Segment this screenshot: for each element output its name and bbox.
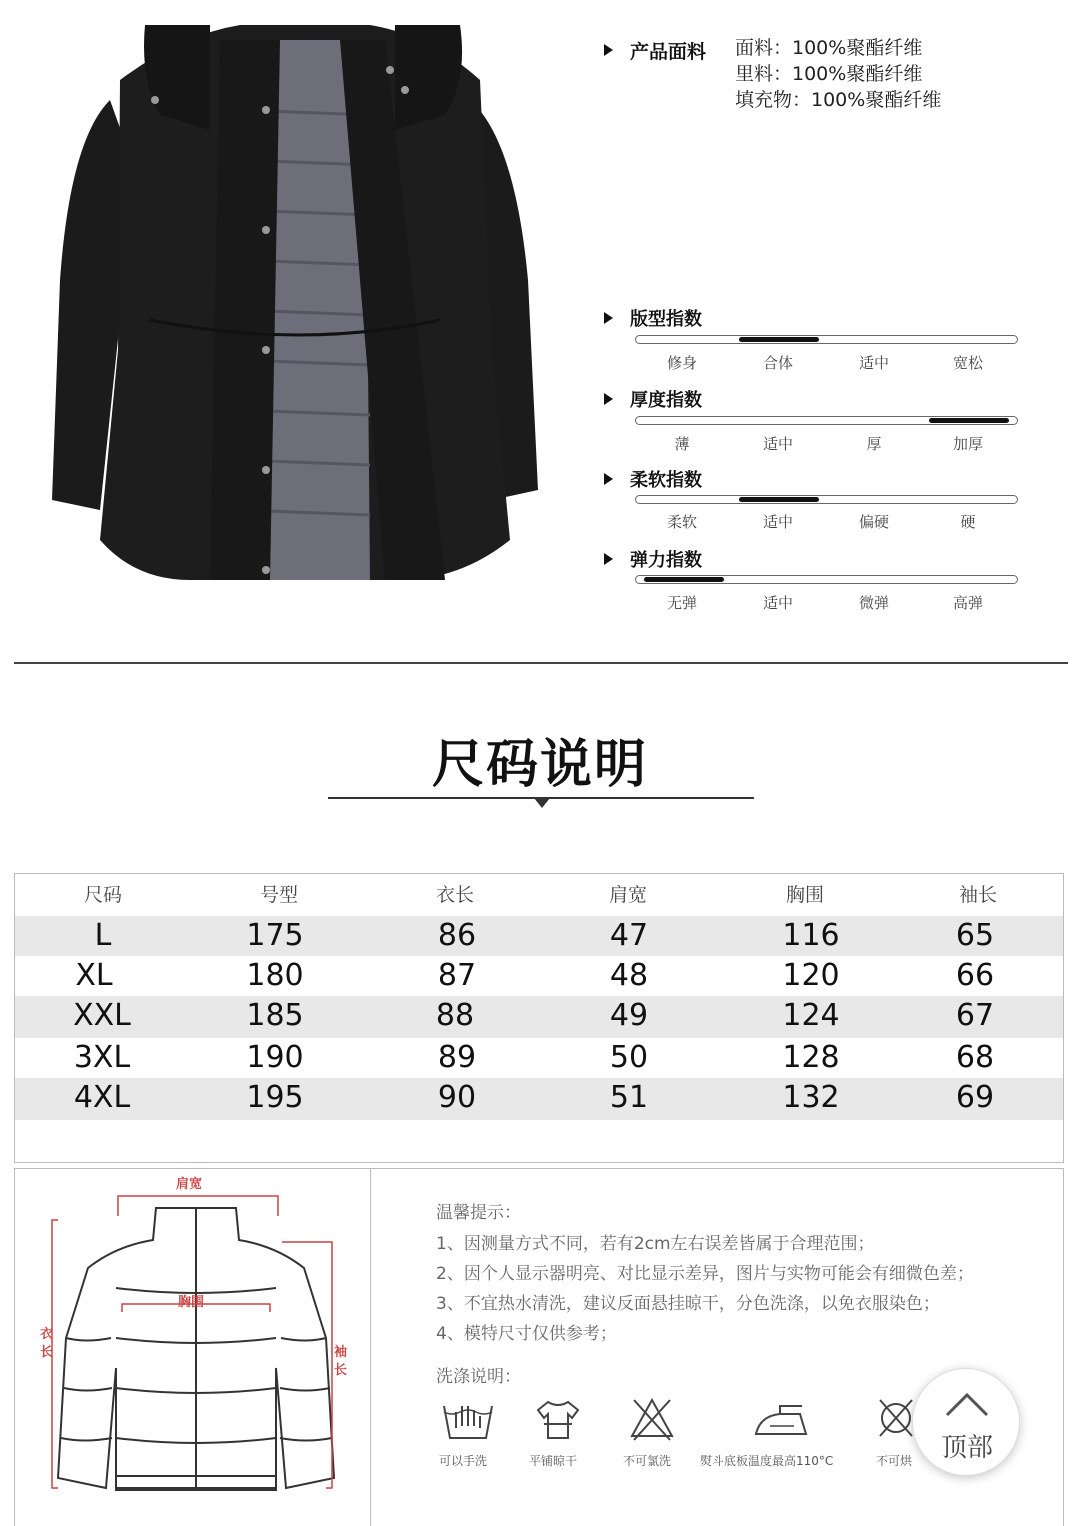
- tip-item: 4、模特尺寸仅供参考；: [436, 1324, 617, 1344]
- table-cell: 132: [782, 1080, 840, 1115]
- table-cell: 86: [437, 918, 477, 953]
- back-to-top-label: 顶部: [940, 1433, 993, 1463]
- index-scale-indicator: [739, 337, 819, 342]
- down-triangle-icon: [534, 798, 550, 808]
- table-cell: 49: [609, 998, 649, 1033]
- bullet-icon: [604, 44, 613, 56]
- fit-index: [600, 305, 1030, 375]
- care-label: 可以手洗: [439, 1454, 488, 1468]
- index-tick-label: 加厚: [952, 435, 983, 453]
- index-tick-label: 偏硬: [858, 513, 889, 531]
- care-label: 不可氯洗: [623, 1454, 672, 1468]
- table-cell: 175: [246, 918, 304, 953]
- table-cell: 66: [955, 958, 995, 993]
- table-cell: 128: [782, 1040, 840, 1075]
- measure-label-length: 衣长: [40, 1327, 54, 1360]
- back-to-top-button[interactable]: [912, 1368, 1020, 1476]
- index-tick-label: 适中: [762, 513, 793, 531]
- bullet-icon: [604, 473, 613, 485]
- index-scale-indicator: [739, 497, 819, 502]
- table-cell: 88: [435, 998, 475, 1033]
- table-cell: XXL: [73, 998, 131, 1033]
- table-cell: 67: [955, 998, 995, 1033]
- elasticity-index: [600, 546, 1030, 616]
- table-header-cell: 肩宽: [608, 884, 647, 906]
- tips-title: 温馨提示：: [436, 1203, 521, 1223]
- index-title: 厚度指数: [630, 390, 702, 411]
- index-tick-label: 适中: [858, 354, 889, 372]
- table-cell: 89: [437, 1040, 477, 1075]
- table-row: [15, 1038, 1063, 1078]
- table-cell: 124: [782, 998, 840, 1033]
- table-row: [15, 996, 1063, 1038]
- hand-wash-icon: [442, 1398, 494, 1442]
- index-tick-label: 厚: [866, 435, 882, 453]
- bullet-icon: [604, 393, 613, 405]
- care-label: 平铺晾干: [529, 1454, 578, 1468]
- index-tick-label: 无弹: [666, 594, 697, 612]
- table-cell: 68: [955, 1040, 995, 1075]
- tip-item: 1、因测量方式不同，若有2cm左右误差皆属于合理范围；: [436, 1234, 875, 1254]
- jacket-product-image: [40, 20, 560, 620]
- fabric-line: 面料：100%聚酯纤维: [735, 37, 923, 59]
- index-scale-track: [635, 495, 1018, 504]
- fabric-line: 里料：100%聚酯纤维: [735, 63, 923, 85]
- size-table: [14, 873, 1064, 1163]
- table-cell: 185: [246, 998, 304, 1033]
- table-cell: 195: [246, 1080, 304, 1115]
- index-scale-indicator: [644, 577, 724, 582]
- table-cell: 65: [955, 918, 995, 953]
- no-tumble-dry-icon: [876, 1394, 916, 1442]
- index-tick-label: 适中: [762, 435, 793, 453]
- care-label: 不可烘: [876, 1454, 913, 1468]
- table-cell: 69: [955, 1080, 995, 1115]
- table-header-cell: 尺码: [83, 884, 122, 906]
- index-tick-label: 柔软: [666, 513, 697, 531]
- index-scale-track: [635, 416, 1018, 425]
- puffer-measure-diagram: [36, 1188, 356, 1506]
- index-tick-label: 适中: [762, 594, 793, 612]
- flat-dry-icon: [534, 1398, 582, 1442]
- table-cell: 51: [609, 1080, 649, 1115]
- index-tick-label: 修身: [666, 354, 697, 372]
- table-cell: L: [94, 918, 112, 953]
- iron-icon: [750, 1400, 812, 1440]
- bullet-icon: [604, 312, 613, 324]
- index-tick-label: 硬: [960, 513, 976, 531]
- measure-label-chest: 胸围: [178, 1295, 205, 1310]
- table-row: [15, 916, 1063, 956]
- measure-label-sleeve: 袖长: [334, 1345, 348, 1378]
- table-cell: 48: [609, 958, 649, 993]
- care-title: 洗涤说明：: [436, 1367, 521, 1387]
- table-cell: 90: [437, 1080, 477, 1115]
- table-row: [15, 956, 1063, 996]
- bullet-icon: [604, 553, 613, 565]
- table-header-row: [15, 874, 1063, 916]
- table-cell: 190: [246, 1040, 304, 1075]
- thickness-index: [600, 386, 1030, 456]
- index-tick-label: 薄: [674, 435, 690, 453]
- table-cell: 50: [609, 1040, 649, 1075]
- index-tick-label: 高弹: [952, 594, 983, 612]
- size-section-title: 尺码说明: [431, 735, 648, 795]
- table-cell: 116: [782, 918, 840, 953]
- table-cell: 4XL: [73, 1080, 131, 1115]
- index-tick-label: 合体: [762, 354, 793, 372]
- vertical-divider: [370, 1168, 371, 1526]
- fabric-line: 填充物：100%聚酯纤维: [735, 89, 942, 111]
- chevron-up-icon: [943, 1389, 991, 1419]
- table-header-cell: 胸围: [785, 884, 824, 906]
- index-title: 柔软指数: [630, 470, 702, 491]
- softness-index: [600, 466, 1030, 536]
- table-row: [15, 1078, 1063, 1120]
- table-header-cell: 衣长: [435, 884, 474, 906]
- section-divider: [14, 662, 1068, 664]
- index-title: 弹力指数: [630, 550, 702, 571]
- index-tick-label: 宽松: [952, 354, 983, 372]
- measure-label-shoulder: 肩宽: [176, 1177, 203, 1192]
- no-bleach-icon: [628, 1396, 676, 1442]
- table-header-cell: 袖长: [958, 884, 997, 906]
- index-tick-label: 微弹: [858, 594, 889, 612]
- table-cell: 180: [246, 958, 304, 993]
- index-title: 版型指数: [630, 309, 702, 330]
- table-cell: 87: [437, 958, 477, 993]
- table-header-cell: 号型: [259, 884, 298, 906]
- table-cell: 120: [782, 958, 840, 993]
- index-scale-track: [635, 335, 1018, 344]
- index-scale-track: [635, 575, 1018, 584]
- tip-item: 2、因个人显示器明亮、对比显示差异，图片与实物可能会有细微色差；: [436, 1264, 974, 1284]
- table-cell: 47: [609, 918, 649, 953]
- tip-item: 3、不宜热水清洗，建议反面悬挂晾干，分色洗涤，以免衣服染色；: [436, 1294, 940, 1314]
- fabric-label: 产品面料: [630, 41, 707, 63]
- care-label: 熨斗底板温度最高110°C: [700, 1454, 834, 1468]
- table-cell: XL: [75, 958, 113, 993]
- index-scale-indicator: [929, 418, 1009, 423]
- table-cell: 3XL: [73, 1040, 131, 1075]
